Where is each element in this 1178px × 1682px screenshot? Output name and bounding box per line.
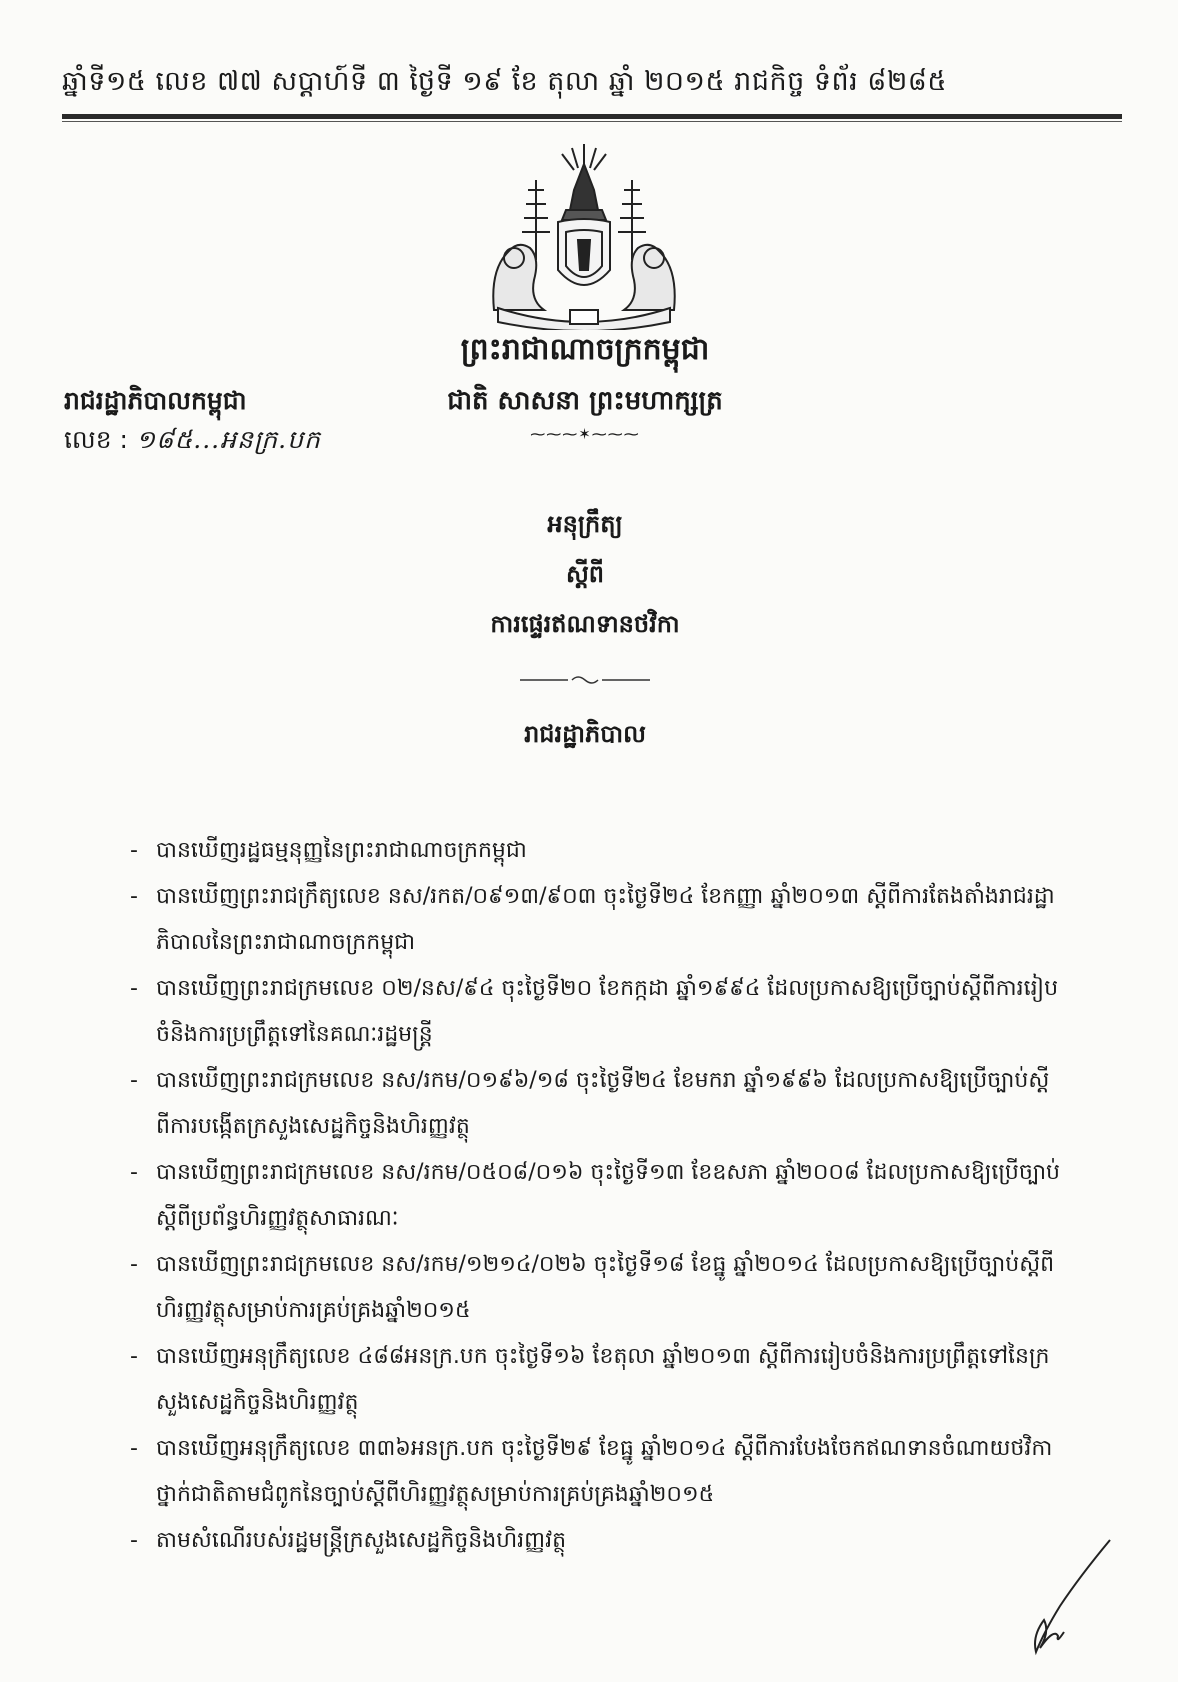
list-item: - បានឃើញព្រះរាជក្រមលេខ ០២/នស/៩៤ ចុះថ្ងៃទី២០ ខែកក្កដា ឆ្នាំ១៩៩៤ ដែលប្រកាសឱ្យប្រើច្បាប់ស្ដីពីការរៀបចំនិងការប្រព្រឹត្តទៅនៃគណៈរដ្ឋមន្ត្រី — [130, 966, 1060, 1058]
kingdom-title: ព្រះរាជាណាចក្រកម្ពុជា — [460, 332, 710, 367]
national-motto: ជាតិ សាសនា ព្រះមហាក្សត្រ — [447, 386, 723, 416]
header-rule — [62, 114, 1122, 119]
considerations-list — [130, 828, 1060, 1564]
header-rule-thin — [62, 121, 1122, 122]
gazette-header: ឆ្នាំទី១៥ លេខ ៧៧ សប្ដាហ៍ទី ៣ ថ្ងៃទី ១៩ ខែ តុលា ឆ្នាំ ២០១៥ រាជកិច្ច ទំព័រ ៨២៨៥ — [62, 66, 948, 97]
document-subject: ការផ្ទេរឥណទានថវិកា — [490, 610, 680, 638]
list-item: - បានឃើញអនុក្រឹត្យលេខ ៤៨៨អនក្រ.បក ចុះថ្ងៃទី១៦ ខែតុលា ឆ្នាំ២០១៣ ស្ដីពីការរៀបចំនិងការប្រព្រឹត្តទៅនៃក្រសួងសេដ្ឋកិច្ចនិងហិរញ្ញវត្ថុ — [130, 1334, 1060, 1426]
document-about: ស្ដីពី — [565, 560, 605, 588]
separator-ornament — [520, 674, 650, 686]
list-item: - បានឃើញព្រះរាជក្រមលេខ នស/រកម/១២១៤/០២៦ ចុះថ្ងៃទី១៨ ខែធ្នូ ឆ្នាំ២០១៤ ដែលប្រកាសឱ្យប្រើច្បាប់ស្ដីពីហិរញ្ញវត្ថុសម្រាប់ការគ្រប់គ្រងឆ្នាំ២០១៥ — [130, 1242, 1060, 1334]
royal-coat-of-arms-emblem — [474, 140, 694, 330]
list-item: - បានឃើញព្រះរាជក្រមលេខ នស/រកម/០១៩៦/១៨ ចុះថ្ងៃទី២៤ ខែមករា ឆ្នាំ១៩៩៦ ដែលប្រកាសឱ្យប្រើច្បាប់ស្ដីពីការបង្កើតក្រសួងសេដ្ឋកិច្ចនិងហិរញ្ញវត្ថុ — [130, 1058, 1060, 1150]
list-item: - បានឃើញរដ្ឋធម្មនុញ្ញនៃព្រះរាជាណាចក្រកម្ពុជា — [130, 828, 1060, 874]
document-number-label: លេខ : — [64, 425, 128, 454]
issuer-heading: រាជរដ្ឋាភិបាល — [524, 720, 646, 748]
list-item: - តាមសំណើរបស់រដ្ឋមន្ត្រីក្រសួងសេដ្ឋកិច្ចនិងហិរញ្ញវត្ថុ — [130, 1518, 1060, 1564]
list-item: - បានឃើញព្រះរាជក្រឹត្យលេខ នស/រកត/០៩១៣/៩០៣ ចុះថ្ងៃទី២៤ ខែកញ្ញា ឆ្នាំ២០១៣ ស្ដីពីការតែងតាំងរាជរដ្ឋាភិបាលនៃព្រះរាជាណាចក្រកម្ពុជា — [130, 874, 1060, 966]
list-item: - បានឃើញព្រះរាជក្រមលេខ នស/រកម/០៥០៨/០១៦ ចុះថ្ងៃទី១៣ ខែឧសភា ឆ្នាំ២០០៨ ដែលប្រកាសឱ្យប្រើច្បាប់ស្ដីពីប្រព័ន្ធហិរញ្ញវត្ថុសាធារណៈ — [130, 1150, 1060, 1242]
document-number-value: ១៨៥...អនក្រ.បក — [135, 425, 321, 454]
motto-ornament: ⁓⁓⁓✶⁓⁓⁓ — [530, 425, 640, 443]
document-type: អនុក្រឹត្យ — [547, 510, 623, 538]
government-name: រាជរដ្ឋាភិបាលកម្ពុជា — [64, 386, 247, 415]
document-number — [64, 422, 404, 458]
list-item: - បានឃើញអនុក្រឹត្យលេខ ៣៣៦អនក្រ.បក ចុះថ្ងៃទី២៩ ខែធ្នូ ឆ្នាំ២០១៤ ស្ដីពីការបែងចែកឥណទានចំណាយថវិកាថ្នាក់ជាតិតាមជំពូកនៃច្បាប់ស្ដីពីហិរញ្ញវត្ថុសម្រាប់ការគ្រប់គ្រងឆ្នាំ២០១៥ — [130, 1426, 1060, 1518]
initials-signature-icon — [1010, 1536, 1120, 1656]
